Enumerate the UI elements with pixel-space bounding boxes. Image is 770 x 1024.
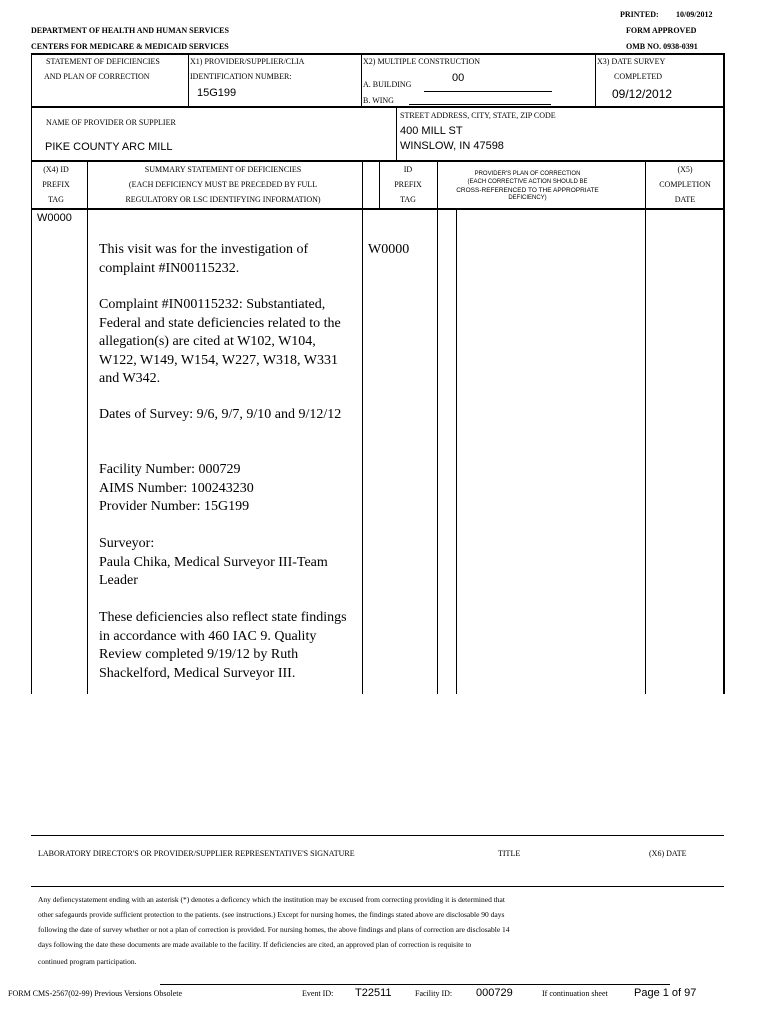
disclaimer-line: other safegaurds provide sufficient protection to the patients. (see instructions.) Except for nursing homes, the findings stated above are disclosable 90 days xyxy=(38,910,505,919)
column-divider xyxy=(645,161,646,694)
id-label-line3: TAG xyxy=(400,195,416,204)
deficiency-paragraph: Surveyor: Paula Chika, Medical Surveyor III-Team Leader xyxy=(99,536,328,588)
disclaimer-line: Any defiencystatement ending with an asterisk (*) denotes a deficency which the institution may be excused from correcting providing it is determined that xyxy=(38,895,505,904)
provider-block-bottom-border xyxy=(31,160,724,162)
plan-label-line4: DEFICIENCY) xyxy=(508,195,547,201)
prefix-tag-right: W0000 xyxy=(368,242,410,257)
x5-label-line2: COMPLETION xyxy=(659,180,711,189)
plan-label-line2: (EACH CORRECTIVE ACTION SHOULD BE xyxy=(467,179,588,185)
divider xyxy=(723,53,725,107)
building-label: A. BUILDING xyxy=(363,80,412,89)
provider-name: PIKE COUNTY ARC MILL xyxy=(45,141,173,153)
address-line2: WINSLOW, IN 47598 xyxy=(400,140,504,152)
form-number: FORM CMS-2567(02-99) Previous Versions Obsolete xyxy=(8,989,183,998)
column-divider xyxy=(379,161,380,209)
x4-label-line3: TAG xyxy=(48,195,64,204)
survey-completed-date: 09/12/2012 xyxy=(612,87,673,101)
department-title: DEPARTMENT OF HEALTH AND HUMAN SERVICES xyxy=(31,26,229,35)
wing-underline xyxy=(409,104,551,105)
statement-label-line2: AND PLAN OF CORRECTION xyxy=(44,72,150,81)
plan-label-line3: CROSS-REFERENCED TO THE APPROPRIATE xyxy=(456,187,599,194)
statement-label-line1: STATEMENT OF DEFICIENCIES xyxy=(46,57,160,66)
top-border xyxy=(31,53,724,55)
x5-label-line3: DATE xyxy=(674,195,696,204)
footer-rule xyxy=(160,984,670,985)
centers-title: CENTERS FOR MEDICARE & MEDICAID SERVICES xyxy=(31,42,229,51)
address-label: STREET ADDRESS, CITY, STATE, ZIP CODE xyxy=(400,111,556,120)
divider xyxy=(31,107,32,161)
deficiency-paragraph: Complaint #IN00115232: Substantiated, Federal and state deficiencies related to the allegation(s) are cited at W102, W104, W122, W149, W154, W227, W318, W331 and W342. xyxy=(99,297,341,386)
building-underline xyxy=(424,91,552,92)
deficiency-paragraph: These deficiencies also reflect state findings in accordance with 460 IAC 9. Quality Review completed 9/19/12 by Ruth Shackelford, Medical Surveyor III. xyxy=(99,610,347,681)
signature-top-border xyxy=(31,835,724,836)
disclaimer-line: continued program participation. xyxy=(38,957,137,966)
column-divider xyxy=(31,161,32,694)
x1-label: X1) PROVIDER/SUPPLIER/CLIA xyxy=(190,57,305,66)
event-id-label: Event ID: xyxy=(302,989,334,998)
divider xyxy=(188,53,189,107)
summary-label-line1: SUMMARY STATEMENT OF DEFICIENCIES xyxy=(144,165,302,174)
prefix-tag-left: W0000 xyxy=(37,212,72,224)
director-signature-label: LABORATORY DIRECTOR'S OR PROVIDER/SUPPLIER REPRESENTATIVE'S SIGNATURE xyxy=(38,849,355,858)
divider xyxy=(595,53,596,107)
deficiency-paragraph: This visit was for the investigation of complaint #IN00115232. xyxy=(99,242,309,276)
title-label: TITLE xyxy=(498,849,521,858)
x6-date-label: (X6) DATE xyxy=(649,849,687,858)
id-label-line2: PREFIX xyxy=(394,180,422,189)
id-label-line1: ID xyxy=(403,165,413,174)
divider xyxy=(723,107,725,161)
facility-id-label: Facility ID: xyxy=(415,989,453,998)
printed-label: PRINTED: xyxy=(620,10,659,19)
page-number: Page 1 of 97 xyxy=(634,987,697,999)
column-divider xyxy=(87,161,88,694)
continuation-label: If continuation sheet xyxy=(542,989,608,998)
x4-label-line1: (X4) ID xyxy=(43,165,69,174)
x1-provider-id: 15G199 xyxy=(197,87,237,99)
x3-label: X3) DATE SURVEY xyxy=(597,57,666,66)
address-line1: 400 MILL ST xyxy=(400,125,463,137)
x5-label-line1: (X5) xyxy=(677,165,693,174)
column-divider xyxy=(437,161,438,694)
top-block-bottom-border xyxy=(31,106,724,108)
form-approved-label: FORM APPROVED xyxy=(626,26,697,35)
provider-name-label: NAME OF PROVIDER OR SUPPLIER xyxy=(46,118,176,127)
summary-label-line2: (EACH DEFICIENCY MUST BE PRECEDED BY FULL xyxy=(128,180,318,189)
summary-label-line3: REGULATORY OR LSC IDENTIFYING INFORMATION) xyxy=(125,195,321,204)
column-header-bottom-border xyxy=(31,208,724,210)
divider xyxy=(361,53,362,107)
wing-label: B. WING xyxy=(363,96,394,105)
column-divider xyxy=(456,209,457,694)
divider xyxy=(31,53,32,107)
disclaimer-line: days following the date these documents are made available to the facility. If deficiencies are cited, an approved plan of correction is requisite to xyxy=(38,940,472,949)
x2-label: X2) MULTIPLE CONSTRUCTION xyxy=(363,57,481,66)
x1-label-line2: IDENTIFICATION NUMBER: xyxy=(190,72,292,81)
printed-date: 10/09/2012 xyxy=(676,10,713,19)
deficiency-paragraph: Facility Number: 000729 AIMS Number: 100243230 Provider Number: 15G199 xyxy=(99,462,254,514)
x3-label-line2: COMPLETED xyxy=(614,72,662,81)
deficiency-paragraph: Dates of Survey: 9/6, 9/7, 9/10 and 9/12/12 xyxy=(99,407,342,422)
event-id-value: T22511 xyxy=(355,987,392,999)
column-divider xyxy=(723,161,725,694)
x4-label-line2: PREFIX xyxy=(42,180,70,189)
omb-number: OMB NO. 0938-0391 xyxy=(626,42,698,51)
signature-bottom-border xyxy=(31,886,724,887)
divider xyxy=(396,107,397,161)
building-value: 00 xyxy=(452,72,465,84)
facility-id-value: 000729 xyxy=(476,987,513,999)
column-divider xyxy=(362,161,363,694)
disclaimer-line: following the date of survey whether or not a plan of correction is provided. For nursing homes, the above findings and plans of correction are disclosable 14 xyxy=(38,925,510,934)
plan-label-line1: PROVIDER'S PLAN OF CORRECTION xyxy=(474,171,581,177)
